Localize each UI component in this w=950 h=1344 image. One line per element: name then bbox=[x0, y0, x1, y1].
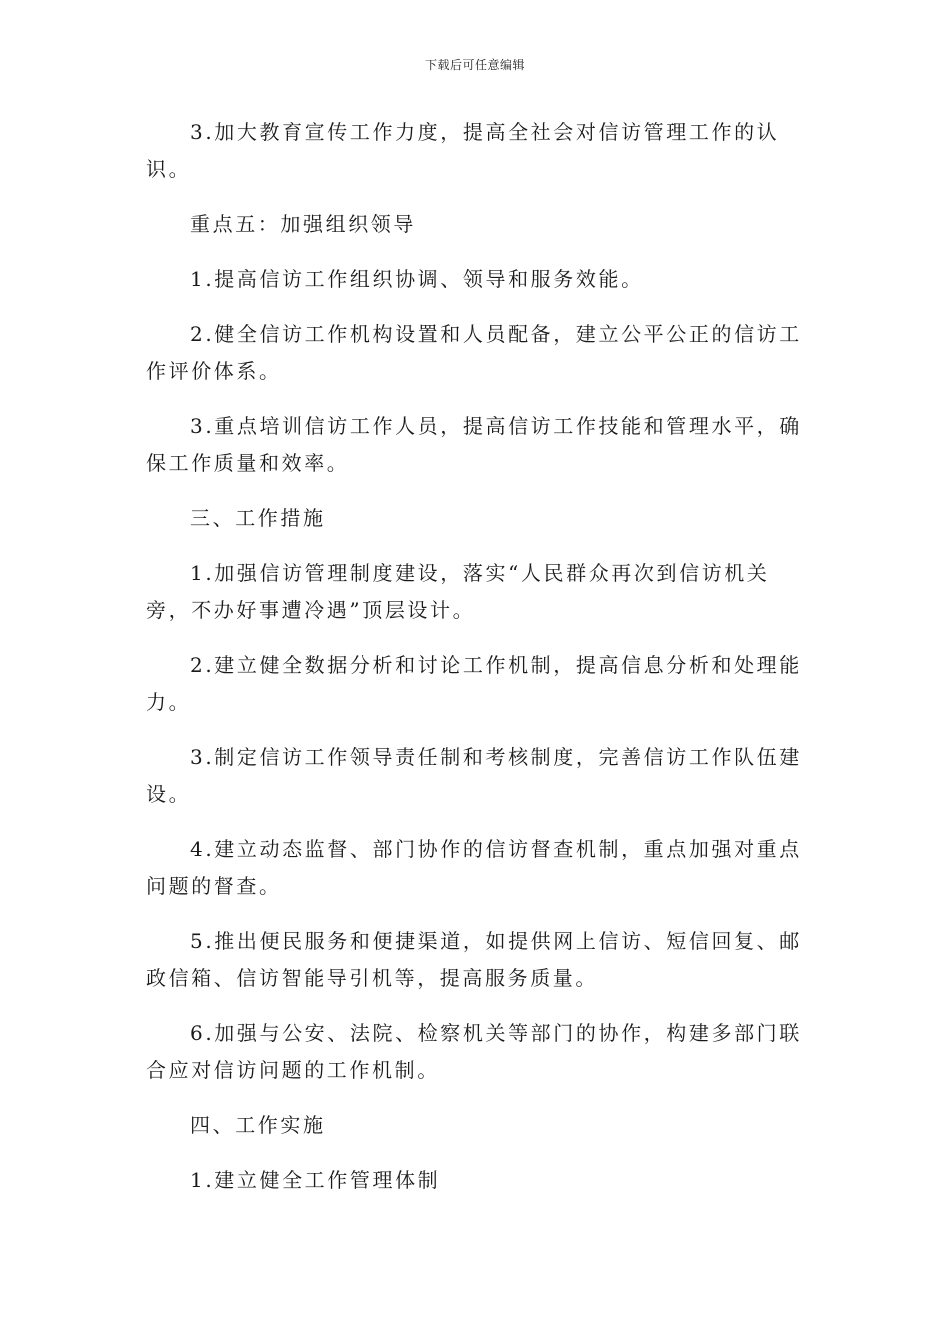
section-heading: 重点五：加强组织领导 bbox=[190, 212, 416, 236]
paragraph: 1.加强信访管理制度建设，落实“人民群众再次到信访机关旁，不办好事遭冷遇”顶层设计。 bbox=[146, 561, 770, 622]
paragraph: 3.重点培训信访工作人员，提高信访工作技能和管理水平，确保工作质量和效率。 bbox=[146, 414, 802, 475]
paragraph: 6.加强与公安、法院、检察机关等部门的协作，构建多部门联合应对信访问题的工作机制。 bbox=[146, 1021, 802, 1082]
document-body bbox=[146, 114, 806, 1217]
page-header: 下载后可任意编辑 bbox=[424, 58, 525, 72]
section-heading: 四、工作实施 bbox=[190, 1113, 326, 1137]
paragraph: 5.推出便民服务和便捷渠道，如提供网上信访、短信回复、邮政信箱、信访智能导引机等，提高服务质量。 bbox=[146, 929, 802, 990]
paragraph: 3.制定信访工作领导责任制和考核制度，完善信访工作队伍建设。 bbox=[146, 745, 802, 806]
paragraph: 1.提高信访工作组织协调、领导和服务效能。 bbox=[190, 267, 644, 291]
paragraph: 2.建立健全数据分析和讨论工作机制，提高信息分析和处理能力。 bbox=[146, 653, 802, 714]
paragraph: 2.健全信访工作机构设置和人员配备，建立公平公正的信访工作评价体系。 bbox=[146, 322, 802, 383]
paragraph: 1.建立健全工作管理体制 bbox=[190, 1168, 441, 1192]
paragraph: 4.建立动态监督、部门协作的信访督查机制，重点加强对重点问题的督查。 bbox=[146, 837, 802, 898]
paragraph: 3.加大教育宣传工作力度，提高全社会对信访管理工作的认识。 bbox=[146, 120, 780, 181]
section-heading: 三、工作措施 bbox=[190, 506, 326, 530]
